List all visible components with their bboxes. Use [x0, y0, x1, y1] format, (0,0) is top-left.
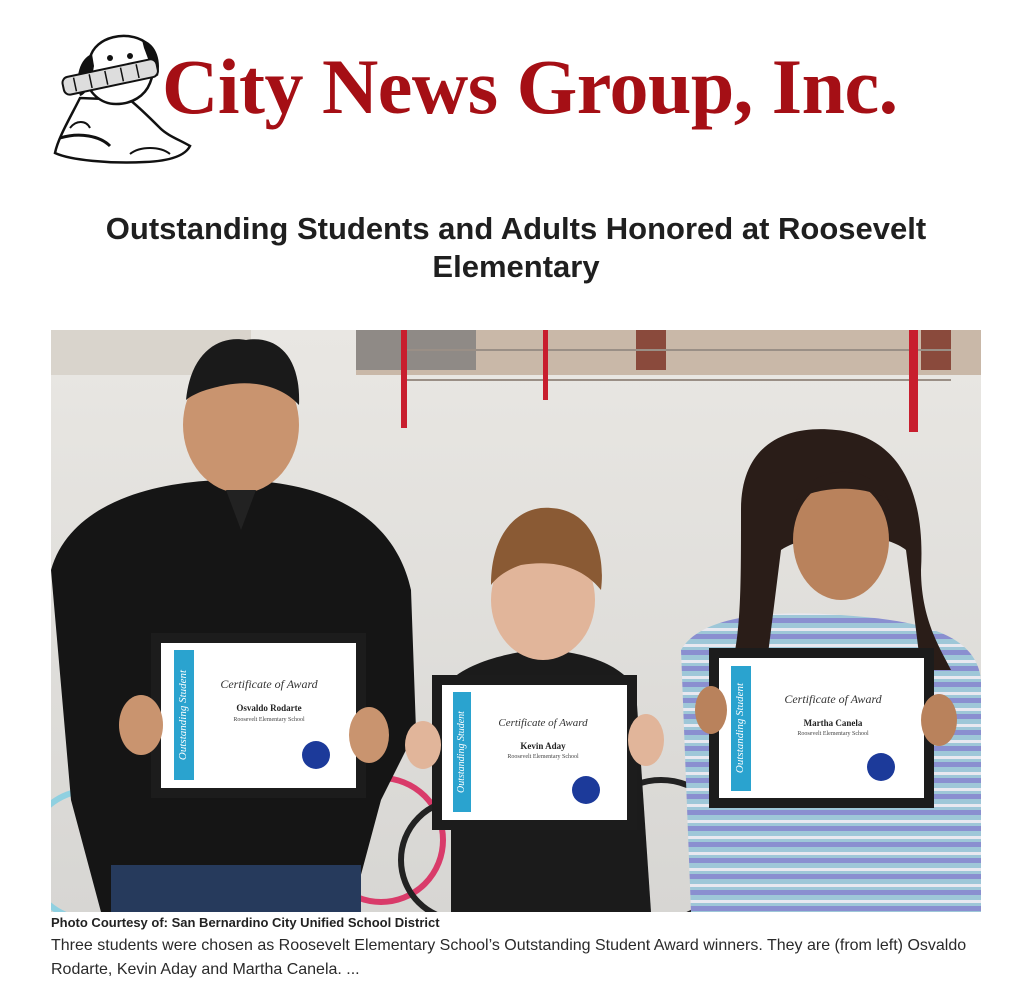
certificate-name: Martha Canela — [803, 718, 863, 728]
certificate-school: Roosevelt Elementary School — [507, 754, 579, 760]
article-title[interactable]: Outstanding Students and Adults Honored at Roosevelt Elementary — [105, 211, 927, 284]
certificate-heading: Certificate of Award — [498, 717, 588, 729]
masthead — [50, 28, 980, 178]
article-photo — [51, 330, 981, 912]
certificate-side-label: Outstanding Student — [734, 682, 746, 774]
photo-credit: Photo Courtesy of: San Bernardino City Unified School District — [51, 915, 440, 930]
certificate-school: Roosevelt Elementary School — [797, 731, 869, 737]
certificate-name: Osvaldo Rodarte — [236, 703, 302, 713]
certificate-school: Roosevelt Elementary School — [233, 717, 305, 723]
students-with-certificates-photo — [51, 330, 981, 912]
certificate-side-label: Outstanding Student — [456, 711, 467, 793]
brand-name[interactable]: City News Group, Inc. — [162, 43, 898, 130]
certificate-name: Kevin Aday — [520, 741, 566, 751]
photo-caption: Three students were chosen as Roosevelt Elementary School’s Outstanding Student Award winners. They are (from left) Osvaldo Rodarte, Kevin Aday and Martha Canela. ... — [51, 937, 967, 978]
certificate-heading: Certificate of Award — [784, 692, 882, 706]
certificate-heading: Certificate of Award — [220, 677, 318, 691]
certificate-side-label: Outstanding Student — [177, 669, 189, 761]
